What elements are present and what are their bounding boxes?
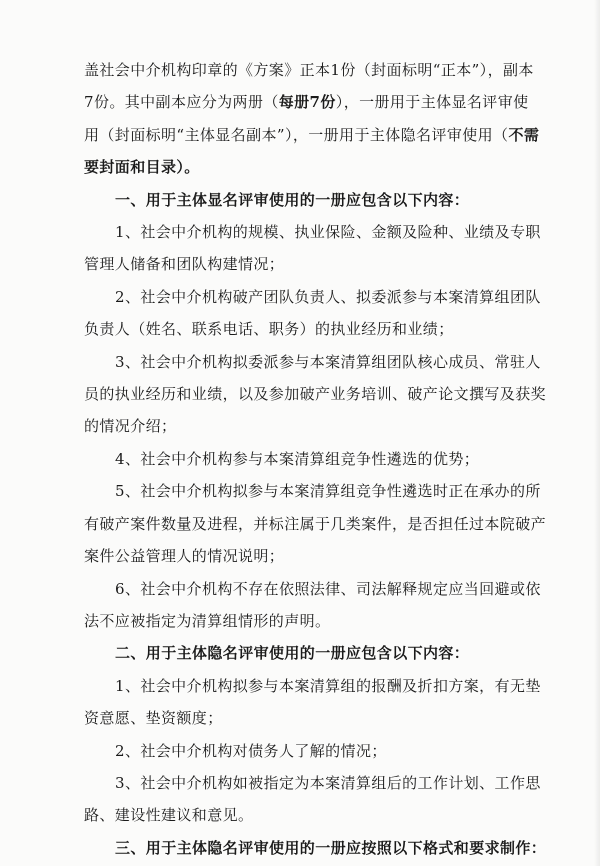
paragraph-line: 7份。其中副本应分为两册（每册7份），一册用于主体显名评审使 bbox=[84, 93, 529, 112]
page-edge-shadow bbox=[594, 0, 600, 866]
bold-text: 每册7份 bbox=[278, 93, 336, 112]
list-item-line: 2、社会中介机构破产团队负责人、拟委派参与本案清算组团队 bbox=[115, 287, 541, 306]
list-item-line: 的情况介绍； bbox=[84, 417, 177, 436]
list-item-line: 3、社会中介机构拟委派参与本案清算组团队核心成员、常驻人 bbox=[115, 352, 541, 371]
section-2-items bbox=[84, 670, 541, 832]
paragraph-line: 盖社会中介机构印章的《方案》正本1份（封面标明“正本”），副本 bbox=[84, 61, 534, 79]
list-item-line: 负责人（姓名、联系电话、职务）的执业经历和业绩； bbox=[84, 320, 454, 339]
list-item-line: 1、社会中介机构拟参与本案清算组的报酬及折扣方案，有无垫 bbox=[115, 676, 541, 695]
list-item-line: 3、社会中介机构如被指定为本案清算组后的工作计划、工作思 bbox=[115, 773, 541, 792]
list-item-line: 法不应被指定为清算组情形的声明。 bbox=[84, 611, 331, 630]
list-item-line: 案件公益管理人的情况说明； bbox=[84, 547, 285, 566]
section-heading-2: 二、用于主体隐名评审使用的一册应包含以下内容： bbox=[115, 644, 470, 663]
list-item-line: 路、建设性建议和意见。 bbox=[84, 806, 254, 825]
paragraph-line: 用（封面标明“主体显名副本”），一册用于主体隐名评审使用（不需 bbox=[84, 125, 540, 144]
paragraph-line: 要封面和目录）。 bbox=[84, 158, 200, 177]
list-item-line: 6、社会中介机构不存在依照法律、司法解释规定应当回避或依 bbox=[115, 579, 541, 598]
list-item-line: 4、社会中介机构参与本案清算组竞争性遴选的优势； bbox=[115, 449, 480, 468]
list-item-line: 有破产案件数量及进程，并标注属于几类案件，是否担任过本院破产 bbox=[84, 514, 547, 533]
list-item-line: 5、社会中介机构拟参与本案清算组竞争性遴选时正在承办的所 bbox=[115, 482, 541, 501]
list-item-line: 管理人储备和团队构建情况； bbox=[84, 255, 285, 274]
list-item-line: 资意愿、垫资额度； bbox=[84, 709, 223, 728]
section-heading-1: 一、用于主体显名评审使用的一册应包含以下内容： bbox=[115, 190, 470, 209]
list-item-line: 1、社会中介机构的规模、执业保险、金额及险种、业绩及专职 bbox=[115, 223, 541, 242]
section-1-items bbox=[84, 216, 547, 637]
list-item-line: 员的执业经历和业绩，以及参加破产业务培训、破产论文撰写及获奖 bbox=[84, 385, 547, 404]
list-item-line: 2、社会中介机构对债务人了解的情况； bbox=[115, 741, 387, 760]
bold-text: 不需 bbox=[508, 125, 540, 144]
section-heading-3: 三、用于主体隐名评审使用的一册应按照以下格式和要求制作： bbox=[115, 838, 547, 857]
